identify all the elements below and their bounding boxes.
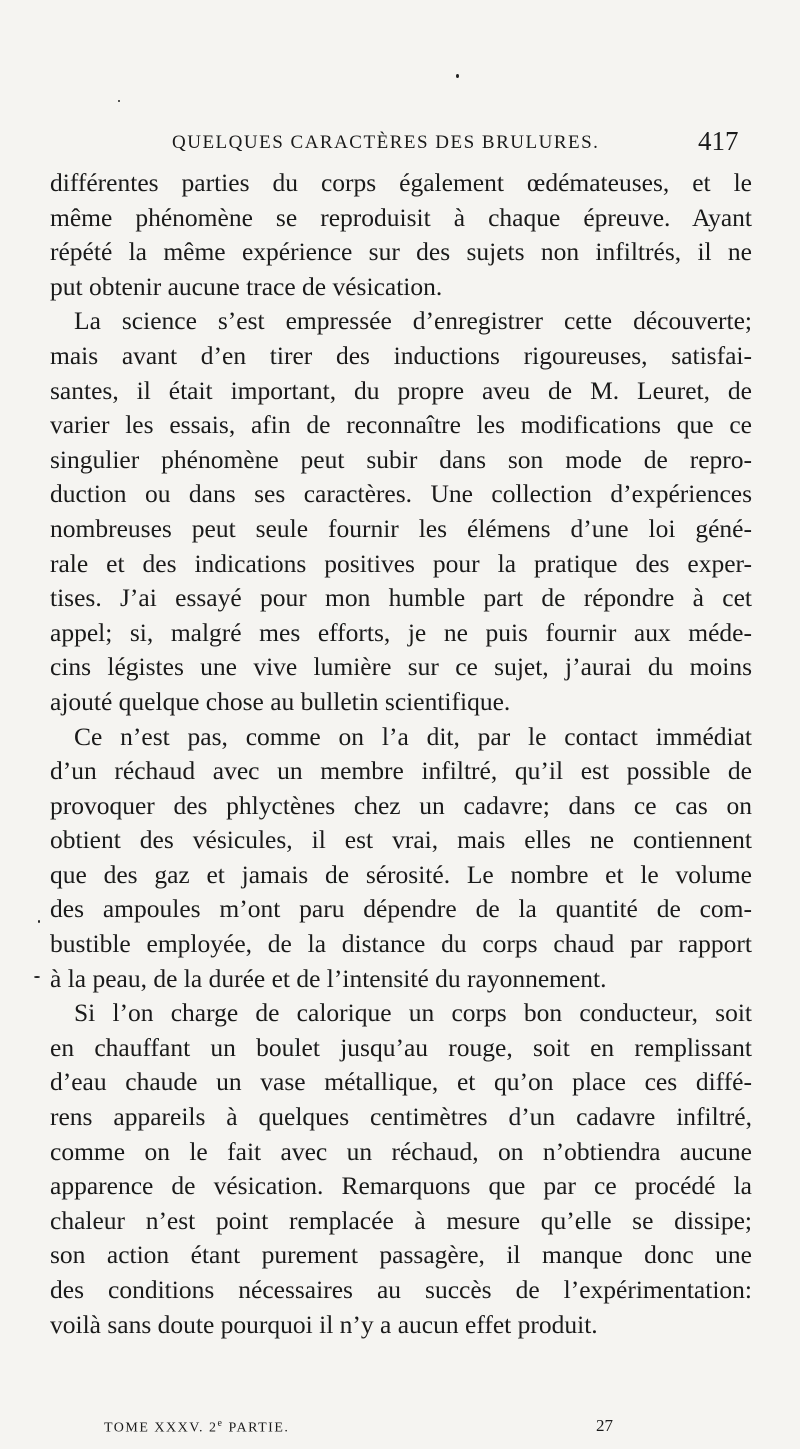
text-line: que des gaz et jamais de sérosité. Le nombre et le volume <box>50 859 752 889</box>
paper-speck <box>456 74 459 78</box>
text-line: nombreuses peut seule fournir les élémens d’une loi géné- <box>50 513 752 543</box>
text-line: comme on le fait avec un réchaud, on n’obtiendra aucune <box>50 1136 752 1166</box>
text-line: singulier phénomène peut subir dans son mode de repro- <box>50 444 752 474</box>
signature-sup: e <box>217 1418 224 1429</box>
text-line: appel; si, malgré mes efforts, je ne puis fournir aux méde- <box>50 617 752 647</box>
signature-suffix: PARTIE. <box>223 1420 290 1436</box>
text-line: obtient des vésicules, il est vrai, mais elles ne contiennent <box>50 825 752 855</box>
text-line: des ampoules m’ont paru dépendre de la quantité de com- <box>50 894 752 924</box>
text-line: à la peau, de la durée et de l’intensité du rayonnement. <box>50 963 607 993</box>
footer <box>0 1418 800 1442</box>
text-line: même phénomène se reproduisit à chaque épreuve. Ayant <box>50 202 752 232</box>
text-line: des conditions nécessaires au succès de l’expérimentation: <box>50 1275 752 1304</box>
text-line: d’eau chaude un vase métallique, et qu’on place ces diffé- <box>50 1067 752 1097</box>
text-line: bustible employée, de la distance du corps chaud par rapport <box>50 929 752 959</box>
text-line: La science s’est empressée d’enregistrer cette découverte; <box>74 306 752 336</box>
text-line: mais avant d’en tirer des inductions rigoureuses, satisfai- <box>50 340 752 370</box>
body-text <box>50 166 752 1342</box>
text-line: put obtenir aucune trace de vésication. <box>50 271 443 301</box>
text-line: varier les essais, afin de reconnaître les modifications que ce <box>50 410 752 440</box>
text-line: rens appareils à quelques centimètres d’un cadavre infiltré, <box>50 1102 752 1132</box>
text-line: apparence de vésication. Remarquons que par ce procédé la <box>50 1171 752 1201</box>
paper-speck <box>118 100 120 102</box>
text-line: tises. J’ai essayé pour mon humble part de répondre à cet <box>50 583 752 613</box>
text-line: voilà sans doute pourquoi il n’y a aucun effet produit. <box>50 1309 598 1339</box>
running-head <box>0 126 800 166</box>
sheet-number: 27 <box>596 1416 613 1435</box>
text-line: chaleur n’est point remplacée à mesure qu’elle se dissipe; <box>50 1205 752 1235</box>
signature-prefix: TOME XXXV. 2 <box>104 1420 218 1436</box>
text-line: d’un réchaud avec un membre infiltré, qu’il est possible de <box>50 756 752 786</box>
running-title: QUELQUES CARACTÈRES DES BRULURES. <box>172 132 600 153</box>
text-line: santes, il était important, du propre aveu de M. Leuret, de <box>50 375 752 405</box>
printer-signature <box>104 1418 289 1437</box>
page-number: 417 <box>698 126 739 156</box>
text-line: Ce n’est pas, comme on l’a dit, par le contact immédiat <box>74 721 752 751</box>
text-line: provoquer des phlyctènes chez un cadavre; dans ce cas on <box>50 790 752 820</box>
text-line: Si l’on charge de calorique un corps bon conducteur, soit <box>74 998 752 1028</box>
text-line: répété la même expérience sur des sujets non infiltrés, il ne <box>50 237 752 267</box>
text-line: cins légistes une vive lumière sur ce sujet, j’aurai du moins <box>50 652 752 682</box>
paper-speck <box>38 920 40 923</box>
text-line: différentes parties du corps également œdémateuses, et le <box>50 168 752 197</box>
text-line: ajouté quelque chose au bulletin scientifique. <box>50 686 511 716</box>
paper-speck <box>34 976 40 978</box>
text-line: duction ou dans ses caractères. Une collection d’expériences <box>50 479 752 509</box>
text-line: son action étant purement passagère, il manque donc une <box>50 1240 752 1270</box>
text-line: rale et des indications positives pour la pratique des exper- <box>50 548 752 578</box>
text-line: en chauffant un boulet jusqu’au rouge, soit en remplissant <box>50 1032 752 1062</box>
